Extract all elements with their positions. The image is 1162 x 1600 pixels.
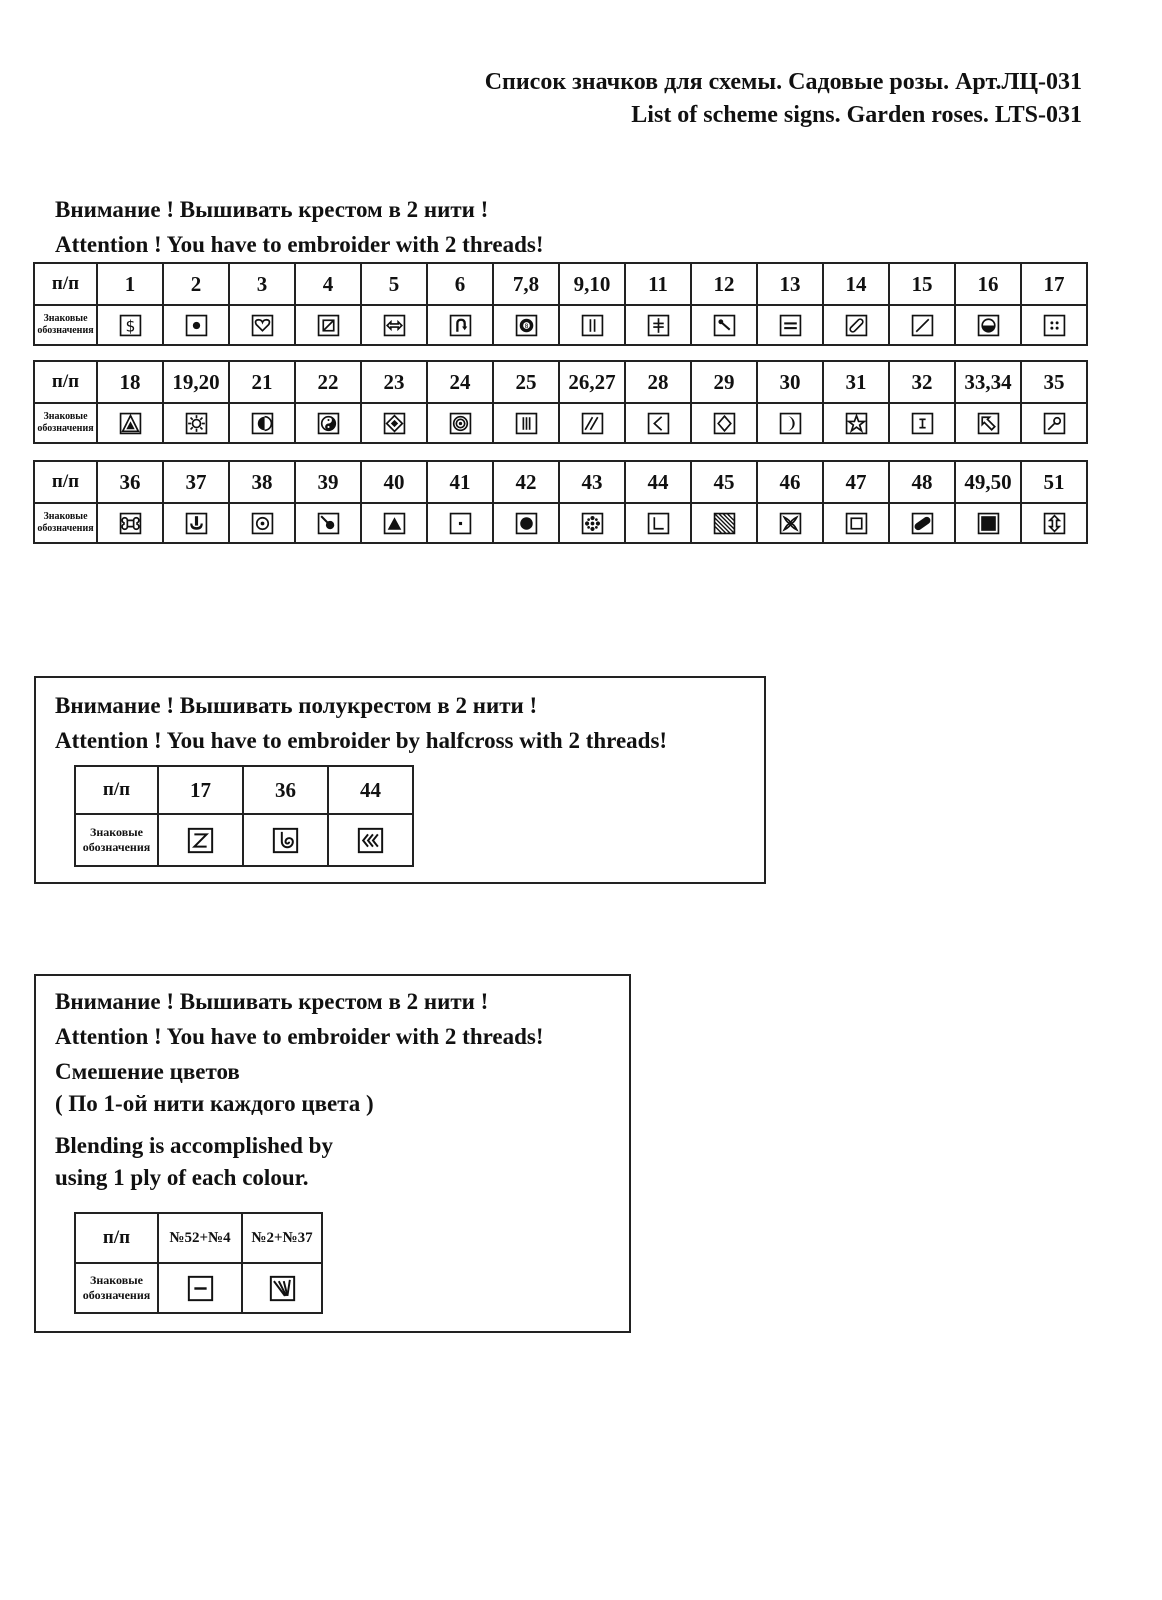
symbol-cell [625, 503, 691, 543]
circle-dot-icon [251, 512, 274, 535]
section3-warning [55, 984, 544, 1054]
pattern-number: 36 [97, 461, 163, 503]
pattern-number: 22 [295, 361, 361, 403]
symbol-cell [361, 403, 427, 443]
title-ru: Список значков для схемы. Садовые розы. Арт.ЛЦ-031 [484, 69, 1082, 95]
warning-en: Attention ! You have to embroider with 2 threads! [55, 1024, 544, 1049]
warning-ru: Внимание ! Вышивать крестом в 2 нити ! [55, 989, 489, 1014]
section2-warning [55, 688, 667, 758]
symbol-cell [889, 403, 955, 443]
four-dots-icon [1043, 314, 1066, 337]
pattern-number: 49,50 [955, 461, 1021, 503]
target-icon [449, 412, 472, 435]
spiral-icon [272, 827, 299, 854]
svg-text:$: $ [125, 315, 135, 335]
symbol-cell [757, 305, 823, 345]
flower-icon [581, 512, 604, 535]
x-leaves-icon [779, 512, 802, 535]
pattern-number: 3 [229, 263, 295, 305]
pattern-number: 40 [361, 461, 427, 503]
chevron-left-icon [647, 412, 670, 435]
header-label: п/п [75, 766, 158, 814]
triangle-nested-icon [119, 412, 142, 435]
small-dot-icon [449, 512, 472, 535]
anchor-icon [185, 512, 208, 535]
pattern-number: 43 [559, 461, 625, 503]
symbols-label: Знаковые обозначения [75, 1263, 158, 1313]
pattern-number: 18 [97, 361, 163, 403]
pattern-number: 42 [493, 461, 559, 503]
heart-icon [251, 314, 274, 337]
pattern-number: 14 [823, 263, 889, 305]
blending-table [74, 1212, 323, 1314]
symbol-cell [823, 305, 889, 345]
symbol-cell [158, 814, 243, 866]
symbol-cell [328, 814, 413, 866]
symbol-cell [163, 403, 229, 443]
pattern-number: 13 [757, 263, 823, 305]
blending-section [34, 974, 631, 1333]
pin-icon [713, 314, 736, 337]
pattern-number: 38 [229, 461, 295, 503]
pattern-number: 33,34 [955, 361, 1021, 403]
pattern-number: 12 [691, 263, 757, 305]
symbol-cell [559, 503, 625, 543]
symbol-cell [955, 403, 1021, 443]
blend-en-line2: using 1 ply of each colour. [55, 1165, 309, 1190]
symbol-cell [229, 503, 295, 543]
symbol-cell [229, 305, 295, 345]
header-label: п/п [34, 361, 97, 403]
square-in-square-icon [845, 512, 868, 535]
symbol-cell [158, 1263, 242, 1313]
double-bar-icon [581, 314, 604, 337]
command-icon [119, 512, 142, 535]
equals-icon [779, 314, 802, 337]
symbol-cell [823, 503, 889, 543]
comet-icon [317, 512, 340, 535]
pattern-number: 48 [889, 461, 955, 503]
pattern-number: 11 [625, 263, 691, 305]
symbol-cell [1021, 503, 1087, 543]
pattern-number: 9,10 [559, 263, 625, 305]
symbol-cell [889, 305, 955, 345]
pattern-number: 35 [1021, 361, 1087, 403]
symbol-cell [243, 814, 328, 866]
pattern-number: 6 [427, 263, 493, 305]
symbol-cell [1021, 403, 1087, 443]
pattern-number: 51 [1021, 461, 1087, 503]
filled-pill-icon [911, 512, 934, 535]
symbols-table-1 [33, 262, 1088, 346]
blend-ru-line1: Смешение цветов [55, 1059, 240, 1084]
symbol-cell [295, 403, 361, 443]
pattern-number: 39 [295, 461, 361, 503]
double-slash-icon [581, 412, 604, 435]
header-label: п/п [34, 461, 97, 503]
pattern-number: 21 [229, 361, 295, 403]
symbol-cell [691, 305, 757, 345]
i-beam-icon [911, 412, 934, 435]
sun-icon [185, 412, 208, 435]
symbol-cell [427, 305, 493, 345]
symbol-cell [757, 503, 823, 543]
dollar-icon [119, 314, 142, 337]
pattern-number: 7,8 [493, 263, 559, 305]
pattern-number: 44 [625, 461, 691, 503]
header-label: п/п [75, 1213, 158, 1263]
symbol-cell [163, 503, 229, 543]
half-moon-icon [251, 412, 274, 435]
z-letter-icon [187, 827, 214, 854]
filled-circle-icon [515, 512, 538, 535]
pill-outline-icon [845, 314, 868, 337]
diamond-icon [713, 412, 736, 435]
header-label: п/п [34, 263, 97, 305]
symbol-cell [559, 305, 625, 345]
symbol-cell [889, 503, 955, 543]
warning-en: Attention ! You have to embroider with 2 threads! [55, 232, 544, 257]
pattern-number: 41 [427, 461, 493, 503]
pattern-number: 47 [823, 461, 889, 503]
symbol-cell [242, 1263, 322, 1313]
symbols-table-2 [33, 360, 1088, 444]
symbol-cell [691, 503, 757, 543]
symbols-label: Знаковые обозначения [34, 305, 97, 345]
converging-lines-icon [269, 1275, 296, 1302]
symbol-cell [427, 503, 493, 543]
blend-en-line1: Blending is accomplished by [55, 1133, 333, 1158]
updown-arrow-icon [1043, 512, 1066, 535]
symbol-cell [691, 403, 757, 443]
pattern-number: 46 [757, 461, 823, 503]
warning-ru: Внимание ! Вышивать полукрестом в 2 нити ! [55, 693, 538, 718]
triple-chevron-icon [357, 827, 384, 854]
pattern-number: 26,27 [559, 361, 625, 403]
pattern-number: 28 [625, 361, 691, 403]
symbol-cell [955, 503, 1021, 543]
symbols-label: Знаковые обозначения [34, 503, 97, 543]
symbols-table-3 [33, 460, 1088, 544]
pattern-number: 4 [295, 263, 361, 305]
symbol-cell [625, 403, 691, 443]
symbol-cell [163, 305, 229, 345]
symbol-cell [955, 305, 1021, 345]
blend-number: №2+№37 [242, 1213, 322, 1263]
blend-note-ru [55, 1056, 374, 1120]
symbol-cell [493, 403, 559, 443]
pattern-number: 25 [493, 361, 559, 403]
pattern-number: 19,20 [163, 361, 229, 403]
diamond-nested-icon [383, 412, 406, 435]
corner-l-icon [647, 512, 670, 535]
yin-yang-icon [317, 412, 340, 435]
pattern-number: 17 [1021, 263, 1087, 305]
pattern-number: 37 [163, 461, 229, 503]
pattern-number: 15 [889, 263, 955, 305]
page-title [485, 66, 1082, 132]
symbol-cell [97, 403, 163, 443]
half-circle-icon [977, 314, 1000, 337]
pattern-number: 5 [361, 263, 427, 305]
pattern-number: 29 [691, 361, 757, 403]
symbols-label: Знаковые обозначения [34, 403, 97, 443]
symbol-cell [757, 403, 823, 443]
warning-ru: Внимание ! Вышивать крестом в 2 нити ! [55, 197, 489, 222]
symbol-cell [625, 305, 691, 345]
svg-text:8: 8 [524, 322, 528, 330]
pattern-number: 36 [243, 766, 328, 814]
symbol-cell [559, 403, 625, 443]
minus-icon [187, 1275, 214, 1302]
symbol-cell [295, 305, 361, 345]
halfcross-table [74, 765, 414, 867]
crescent-icon [779, 412, 802, 435]
warning-en: Attention ! You have to embroider by halfcross with 2 threads! [55, 728, 668, 753]
symbol-cell [427, 403, 493, 443]
pattern-number: 16 [955, 263, 1021, 305]
pattern-number: 2 [163, 263, 229, 305]
plus-bar-icon [647, 314, 670, 337]
dot-icon [185, 314, 208, 337]
pattern-number: 17 [158, 766, 243, 814]
key-icon [1043, 412, 1066, 435]
symbol-cell [1021, 305, 1087, 345]
symbol-cell [97, 305, 163, 345]
filled-square-icon [977, 512, 1000, 535]
pattern-number: 24 [427, 361, 493, 403]
pattern-number: 31 [823, 361, 889, 403]
symbols-label: Знаковые обозначения [75, 814, 158, 866]
symbol-cell [229, 403, 295, 443]
arrow-nw-icon [977, 412, 1000, 435]
return-arrow-icon [449, 314, 472, 337]
title-en: List of scheme signs. Garden roses. LTS-031 [631, 102, 1082, 128]
symbol-cell [493, 305, 559, 345]
halfcross-section [34, 676, 766, 884]
pattern-number: 44 [328, 766, 413, 814]
blend-ru-line2: ( По 1-ой нити каждого цвета ) [55, 1091, 374, 1116]
symbol-cell [493, 503, 559, 543]
blend-number: №52+№4 [158, 1213, 242, 1263]
double-arrow-icon [383, 314, 406, 337]
symbol-cell [361, 503, 427, 543]
star-icon [845, 412, 868, 435]
pattern-number: 1 [97, 263, 163, 305]
filled-triangle-icon [383, 512, 406, 535]
pattern-number: 23 [361, 361, 427, 403]
pattern-number: 45 [691, 461, 757, 503]
symbol-cell [295, 503, 361, 543]
symbol-cell [97, 503, 163, 543]
symbol-cell [361, 305, 427, 345]
triple-bar-icon [515, 412, 538, 435]
section1-warning [55, 192, 544, 262]
eight-ball-icon [515, 314, 538, 337]
slash-icon [911, 314, 934, 337]
square-slash-icon [317, 314, 340, 337]
symbol-cell [823, 403, 889, 443]
blend-note-en [55, 1130, 333, 1194]
pattern-number: 32 [889, 361, 955, 403]
hatched-square-icon [713, 512, 736, 535]
pattern-number: 30 [757, 361, 823, 403]
